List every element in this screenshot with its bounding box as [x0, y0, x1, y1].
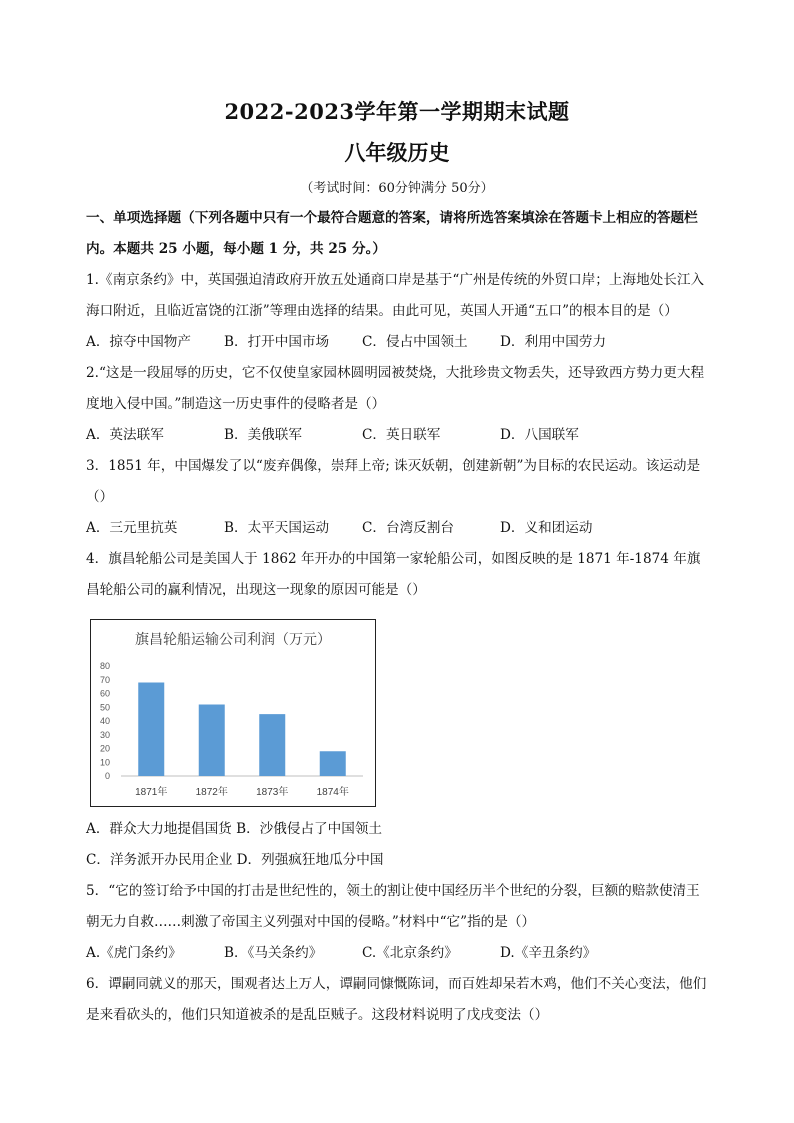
question-3-option-b: B．太平天国运动 [224, 520, 330, 536]
section-heading: 一、单项选择题（下列各题中只有一个最符合题意的答案，请将所选答案填涂在答题卡上相应的答题栏内。本题共 25 小题，每小题 1 分，共 25 分。） [86, 210, 698, 257]
question-5-option-d: D.《辛丑条约》 [500, 945, 597, 961]
question-2-options [86, 420, 710, 451]
chart-y-tick-label: 0 [104, 771, 110, 781]
question-5-stem: 5．“它的签订给予中国的打击是世纪性的，领土的割让使中国经历半个世纪的分裂，巨额的赔款使清王朝无力自救……刺激了帝国主义列强对中国的侵略。”材料中“它”指的是（） [86, 883, 700, 930]
exam-info: （考试时间：60分钟满分 50分） [300, 181, 494, 196]
chart-x-tick-label: 1873年 [256, 787, 289, 798]
question-5-options [86, 938, 710, 969]
question-3-options [86, 513, 710, 544]
chart-y-tick-label: 20 [99, 743, 110, 754]
chart-x-tick-label: 1874年 [316, 787, 349, 798]
question-1-option-c: C．侵占中国领土 [362, 334, 468, 350]
chart-x-tick-label: 1871年 [135, 787, 168, 798]
question-2-option-b: B．美俄联军 [224, 427, 302, 443]
chart-bar [138, 683, 164, 777]
chart-title: 旗昌轮船运输公司利润（万元） [135, 631, 331, 647]
chart-bar [320, 751, 346, 776]
chart-y-tick-label: 40 [99, 716, 110, 726]
question-2-option-c: C．英日联军 [362, 427, 441, 443]
exam-title: 2022-2023学年第一学期期末试题 [224, 99, 570, 124]
profit-chart-svg [91, 620, 375, 806]
chart-x-axis [135, 785, 349, 798]
chart-y-tick-label: 30 [99, 729, 110, 740]
question-1-option-d: D．利用中国劳力 [500, 334, 607, 350]
chart-y-tick-label: 80 [99, 661, 110, 671]
question-3-stem: 3．1851 年，中国爆发了以“废弃偶像，崇拜上帝; 诛灭妖朝，创建新朝”为目标的农民运动。该运动是（） [86, 458, 701, 505]
question-4-stem: 4．旗昌轮船公司是美国人于 1862 年开办的中国第一家轮船公司，如图反映的是 1871 年-1874 年旗昌轮船公司的赢利情况，出现这一现象的原因可能是（） [86, 551, 701, 598]
chart-y-tick-label: 50 [99, 702, 110, 713]
question-2-option-d: D．八国联军 [500, 427, 579, 443]
question-4-options-line-2: C．洋务派开办民用企业 D．列强疯狂地瓜分中国 [86, 852, 384, 868]
exam-subtitle: 八年级历史 [344, 140, 450, 165]
question-1-options [86, 327, 710, 358]
question-1-stem: 1.《南京条约》中，英国强迫清政府开放五处通商口岸是基于“广州是传统的外贸口岸；上海地处长江入海口附近，且临近富饶的江浙”等理由选择的结果。由此可见，英国人开通“五口”的根本目的是（） [86, 272, 705, 319]
question-4-options-line-1: A．群众大力地提倡国货 B．沙俄侵占了中国领土 [86, 821, 383, 837]
question-5-option-c: C.《北京条约》 [362, 945, 458, 961]
question-3-option-c: C．台湾反割台 [362, 520, 454, 536]
profit-chart [90, 619, 376, 807]
question-6-stem: 6．谭嗣同就义的那天，围观者达上万人，谭嗣同慷慨陈词，而百姓却呆若木鸡，他们不关心变法，他们是来看砍头的，他们只知道被杀的是乱臣贼子。这段材料说明了戊戌变法（） [86, 976, 707, 1023]
chart-y-tick-label: 60 [99, 688, 110, 699]
question-5-option-a: A.《虎门条约》 [86, 945, 182, 961]
chart-y-tick-label: 70 [99, 674, 110, 685]
question-1-option-b: B．打开中国市场 [224, 334, 330, 350]
question-3-option-a: A．三元里抗英 [86, 520, 178, 536]
chart-y-axis [100, 661, 110, 781]
chart-x-tick-label: 1872年 [195, 787, 228, 798]
chart-bar [259, 714, 285, 776]
question-1-option-a: A．掠夺中国物产 [86, 334, 191, 350]
question-3-option-d: D．义和团运动 [500, 520, 593, 536]
question-5-option-b: B．《马关条约》 [224, 945, 323, 961]
question-2-stem: 2.“这是一段屈辱的历史，它不仅使皇家园林圆明园被焚烧，大批珍贵文物丢失，还导致西方势力更大程度地入侵中国。”制造这一历史事件的侵略者是（） [86, 365, 705, 412]
chart-bar [199, 705, 225, 777]
chart-bars [138, 683, 346, 777]
chart-y-tick-label: 10 [99, 757, 110, 768]
exam-content [86, 203, 710, 1031]
question-2-option-a: A．英法联军 [86, 427, 164, 443]
